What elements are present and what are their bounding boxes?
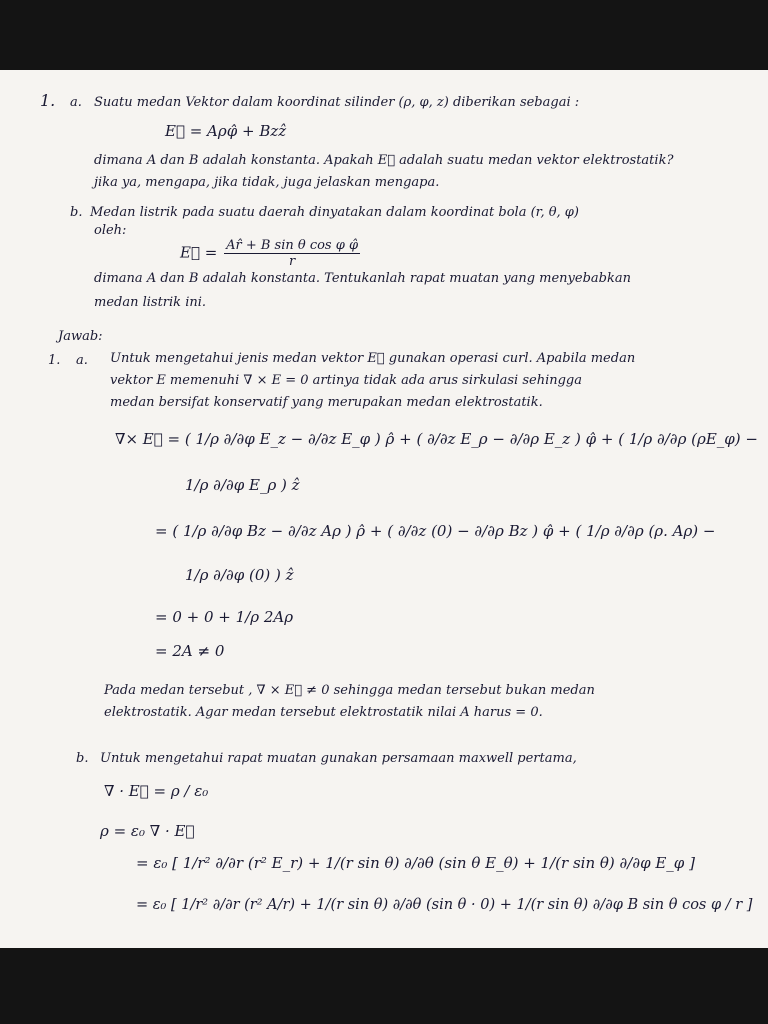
problem-a-label: a. xyxy=(70,95,82,110)
conclusion-line2: elektrostatik. Agar medan tersebut elektrostatik nilai A harus = 0. xyxy=(104,705,543,720)
problem-b-eq-fraction xyxy=(224,238,360,269)
answer-a-label: a. xyxy=(76,353,88,368)
problem-b-equation xyxy=(180,238,362,269)
divergence-line1: = ε₀ [ 1/r² ∂/∂r (r² E_r) + 1/(r sin θ) ∂/∂θ (sin θ E_θ) + 1/(r sin θ) ∂/∂φ E_φ ] xyxy=(136,854,695,872)
answer-b-line1: Untuk mengetahui rapat muatan gunakan persamaan maxwell pertama, xyxy=(100,751,577,766)
answer-heading: Jawab: xyxy=(58,329,103,344)
charge-density-definition: ρ = ε₀ ∇ · E⃗ xyxy=(100,822,195,840)
answer-b-label: b. xyxy=(76,751,89,766)
problem-number: 1. xyxy=(40,91,56,110)
problem-a-equation: E⃗ = Aρφ̂ + Bzẑ xyxy=(165,122,287,140)
problem-b-line3: dimana A dan B adalah konstanta. Tentukanlah rapat muatan yang menyebabkan xyxy=(94,271,631,286)
conclusion-line1: Pada medan tersebut , ∇ × E⃗ ≠ 0 sehingga medan tersebut bukan medan xyxy=(104,683,595,698)
curl-result-line2: = 2A ≠ 0 xyxy=(155,642,225,660)
problem-b-line4: medan listrik ini. xyxy=(94,295,207,310)
problem-a-line3: jika ya, mengapa, jika tidak, juga jelaskan mengapa. xyxy=(94,175,440,190)
problem-b-eq-lhs: E⃗ = xyxy=(180,243,218,262)
notebook-page xyxy=(0,70,768,948)
problem-a-line1: Suatu medan Vektor dalam koordinat silinder (ρ, φ, z) diberikan sebagai : xyxy=(94,95,580,110)
divergence-line2: = ε₀ [ 1/r² ∂/∂r (r² A/r) + 1/(r sin θ) ∂/∂θ (sin θ · 0) + 1/(r sin θ) ∂/∂φ B sin θ cos φ / r ] xyxy=(136,897,753,913)
problem-a-line2: dimana A dan B adalah konstanta. Apakah E⃗ adalah suatu medan vektor elektrostatik? xyxy=(94,153,674,168)
problem-b-eq-numerator: Ar̂ + B sin θ cos φ φ̂ xyxy=(226,238,359,253)
problem-b-label: b. xyxy=(70,205,83,220)
curl-substitution-line1: = ( 1/ρ ∂/∂φ Bz − ∂/∂z Aρ ) ρ̂ + ( ∂/∂z (0) − ∂/∂ρ Bz ) φ̂ + ( 1/ρ ∂/∂ρ (ρ. Aρ) − xyxy=(155,522,716,540)
curl-definition-line1: ∇× E⃗ = ( 1/ρ ∂/∂φ E_z − ∂/∂z E_φ ) ρ̂ + ( ∂/∂z E_ρ − ∂/∂ρ E_z ) φ̂ + ( 1/ρ ∂/∂ρ (ρE_φ) − xyxy=(115,430,758,448)
curl-substitution-line2: 1/ρ ∂/∂φ (0) ) ẑ xyxy=(185,566,294,584)
curl-definition-line2: 1/ρ ∂/∂φ E_ρ ) ẑ xyxy=(185,476,300,494)
problem-b-eq-denominator: r xyxy=(288,254,296,269)
answer-a-line1: Untuk mengetahui jenis medan vektor E⃗ gunakan operasi curl. Apabila medan xyxy=(110,351,636,366)
answer-a-line2: vektor E memenuhi ∇ × E = 0 artinya tidak ada arus sirkulasi sehingga xyxy=(110,373,582,388)
maxwell-equation: ∇ · E⃗ = ρ / ε₀ xyxy=(104,782,209,800)
problem-b-line2: oleh: xyxy=(94,223,127,238)
problem-b-line1: Medan listrik pada suatu daerah dinyatakan dalam koordinat bola (r, θ, φ) xyxy=(90,205,579,220)
answer-number: 1. xyxy=(48,353,61,368)
answer-a-line3: medan bersifat konservatif yang merupakan medan elektrostatik. xyxy=(110,395,543,410)
curl-result-line1: = 0 + 0 + 1/ρ 2Aρ xyxy=(155,608,294,626)
